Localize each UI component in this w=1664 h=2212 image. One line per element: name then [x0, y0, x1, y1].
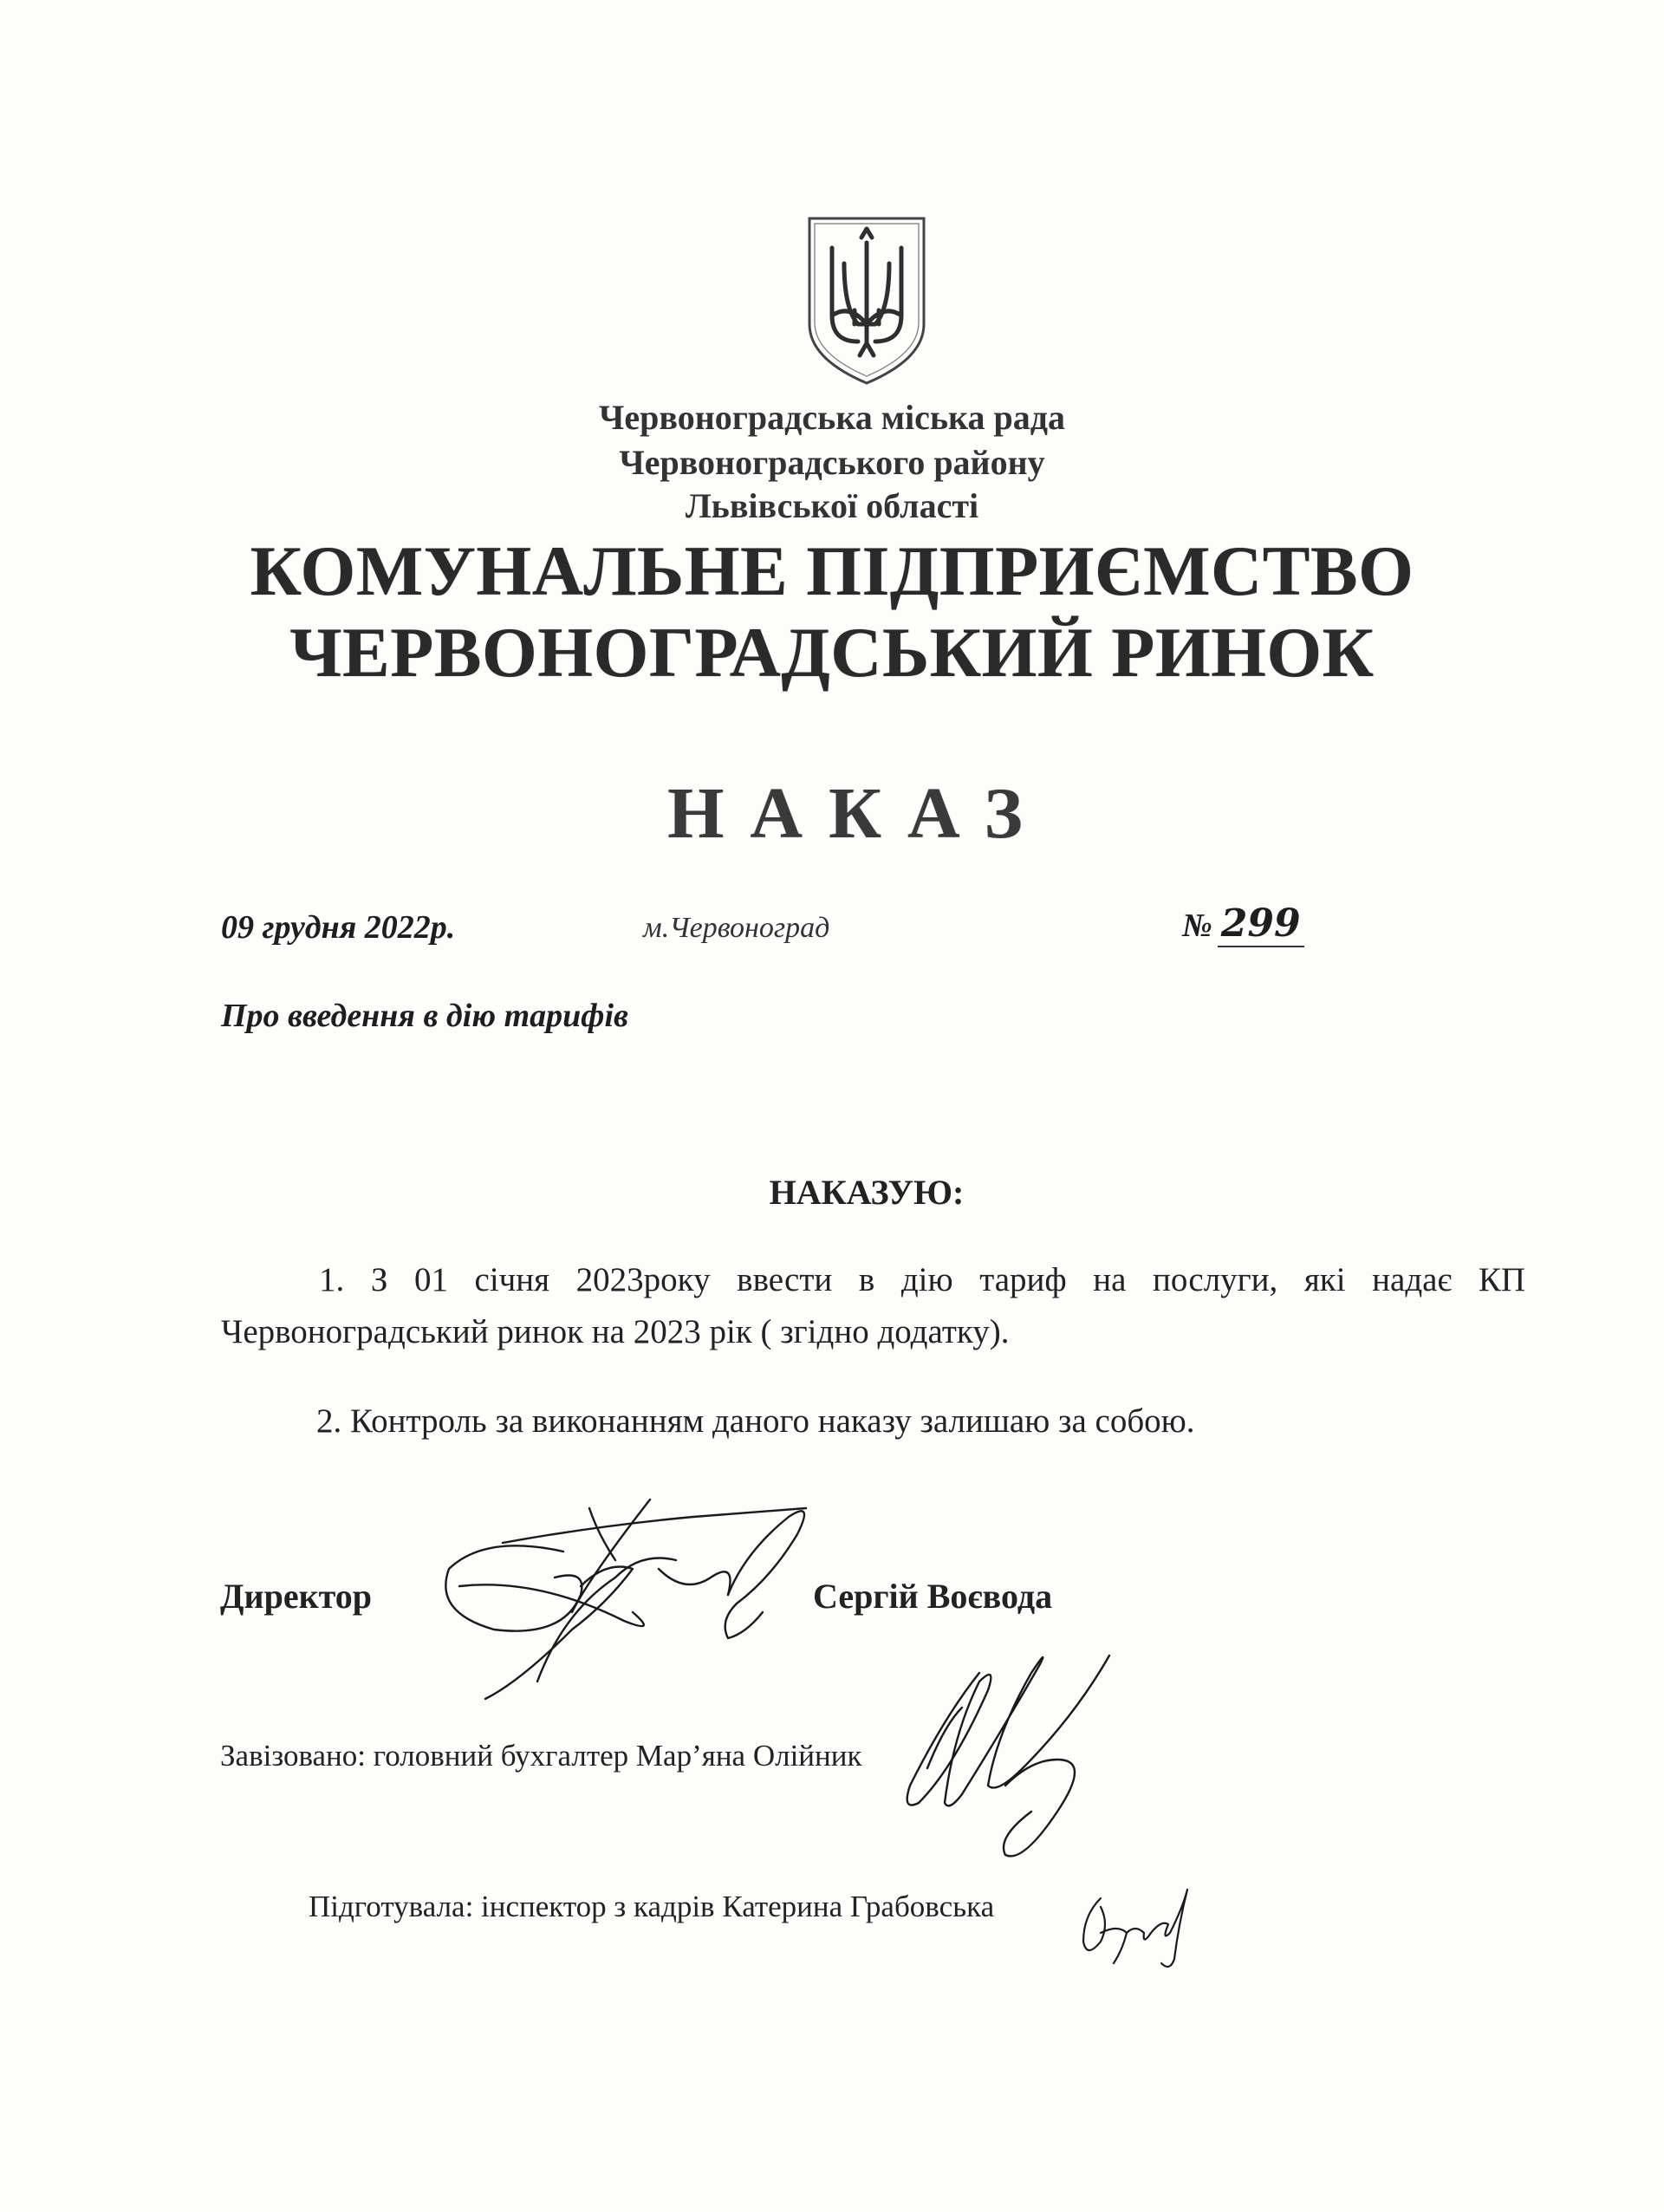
prepared-by-line: Підготувала: інспектор з кадрів Катерина Грабовська	[309, 1890, 995, 1923]
document-place: м.Червоноград	[643, 912, 830, 944]
director-signature	[433, 1482, 867, 1708]
order-item-1-line-2: Червоноградський ринок на 2023 рік ( згідно додатку).	[221, 1313, 1010, 1350]
organization-name-line-2: ЧЕРВОНОГРАДСЬКИЙ РИНОК	[289, 613, 1375, 692]
document-number	[1182, 901, 1304, 946]
order-heading: НАКАЗУЮ:	[769, 1173, 965, 1212]
order-item-2: 2. Контроль за виконанням даного наказу залишаю за собою.	[316, 1402, 1195, 1440]
trident-coat-of-arms-icon	[804, 213, 929, 387]
approved-by-line: Завізовано: головний бухгалтер Мар’яна Олійник	[220, 1739, 862, 1773]
accountant-signature	[893, 1638, 1135, 1864]
organization-name-line-1: КОМУНАЛЬНЕ ПІДПРИЄМСТВО	[250, 531, 1414, 610]
document-number-prefix: №	[1182, 908, 1212, 944]
document-date: 09 грудня 2022р.	[221, 909, 456, 946]
council-line-2: Червоноградського району	[619, 443, 1045, 482]
document-type-title: НАКАЗ	[667, 773, 1049, 854]
document-number-value: 299	[1218, 901, 1304, 947]
council-line-3: Львівської області	[685, 486, 979, 525]
document-subject: Про введення в дію тарифів	[221, 998, 629, 1034]
inspector-signature	[1075, 1881, 1196, 1976]
council-line-1: Червоноградська міська рада	[599, 398, 1065, 437]
order-item-1-line-1: 1. З 01 січня 2023року ввести в дію тариф на послуги, які надає КП	[319, 1261, 1525, 1298]
director-title: Директор	[220, 1577, 372, 1616]
director-name: Сергій Воєвода	[813, 1577, 1053, 1616]
